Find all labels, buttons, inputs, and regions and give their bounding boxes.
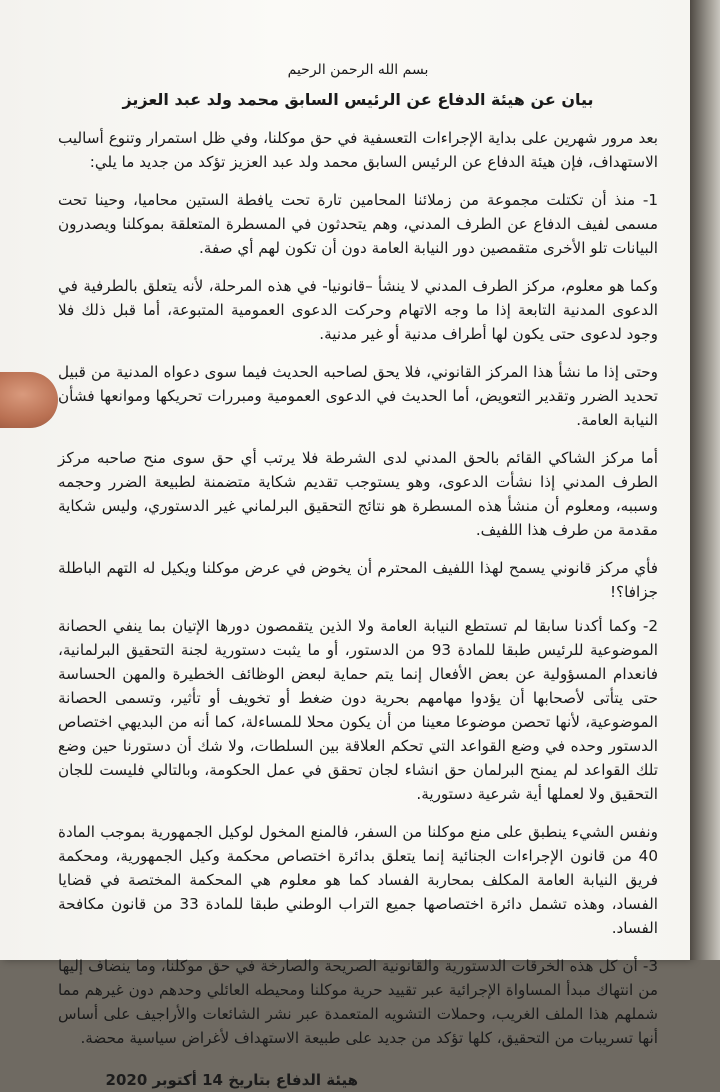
- background-edge: [690, 0, 720, 960]
- paragraph-5: فأي مركز قانوني يسمح لهذا اللفيف المحترم أن يخوض في عرض موكلنا ويكيل له التهم الباطلة جزافا؟!: [58, 559, 658, 601]
- paragraph-4: أما مركز الشاكي القائم بالحق المدني لدى الشرطة فلا يرتب أي حق سوى منح صاحبه مركز الطرف المدني إذا نشأت الدعوى، وهو يستوجب تقديم شكاية متضمنة لطبيعة الضرر وحجمه وسببه، ومعلوم أن منشأ هذه المسطرة هو نتائج التحقيق البرلماني غير الدستوري، وليس شكاية مقدمة من طرف هذا اللفيف.: [58, 449, 658, 539]
- basmala: بسم الله الرحمن الرحيم: [287, 62, 429, 78]
- document-title: بيان عن هيئة الدفاع عن الرئيس السابق محمد ولد عبد العزيز: [122, 90, 594, 109]
- paragraph-3: وحتى إذا ما نشأ هذا المركز القانوني، فلا يحق لصاحبه الحديث فيما سوى دعواه المدنية من قبيل تحديد الضرر وتقدير التعويض، أما الحديث في الدعوى العمومية ومبررات تحريكها وموانعها فشأن النيابة العامة.: [58, 363, 658, 429]
- paragraph-1: 1- منذ أن تكتلت مجموعة من زملائنا المحامين تارة تحت يافطة الستين محاميا، وحينا تحت مسمى لفيف الدفاع عن الطرف المدني، وهم يتحدثون في المسطرة المتعلقة بموكلنا ويصدرون البيانات تلو الأخرى متقمصين دور النيابة العامة دون أن تكون لهم أي صفة.: [58, 191, 658, 257]
- signature-date: هيئة الدفاع بتاريخ 14 أكتوبر 2020: [105, 1071, 358, 1089]
- document-body: [58, 58, 658, 1092]
- intro-paragraph: بعد مرور شهرين على بداية الإجراءات التعسفية في حق موكلنا، وفي ظل استمرار وتنوع أساليب الاستهداف، فإن هيئة الدفاع عن الرئيس السابق محمد ولد عبد العزيز تؤكد من جديد ما يلي:: [58, 129, 658, 171]
- paragraph-8: 3- أن كل هذه الخرقات الدستورية والقانونية الصريحة والصارخة في حق موكلنا، وما ينضاف إليها من انتهاك مبدأ المساواة الإجرائية عبر تقييد حرية موكلنا ومحيطه العائلي وحدهم دون غيرهم مما شملهم هذا الملف الغريب، وحملات التشويه المتعمدة عبر نشر الشائعات والأراجيف على أساس أنها تسريبات من التحقيق، كلها تؤكد من جديد على طبيعة الاستهداف لأغراض سياسية محضة.: [58, 957, 658, 1047]
- paragraph-6: 2- وكما أكدنا سابقا لم تستطع النيابة العامة ولا الذين يتقمصون دورها الإتيان بما ينفي الحصانة الموضوعية للرئيس طبقا للمادة 93 من الدستور، أو ما يثبت دستورية لجنة التحقيق البرلمانية، فانعدام المسؤولية عن بعض الأفعال إنما يتم حماية لبعض الوظائف الخطيرة والمهن الحساسة حتى يتأتى لأصحابها أن يؤدوا مهامهم بحرية دون ضغط أو تخويف أو تأثير، وتسمى الحصانة الموضوعية، لأنها تحصن موضوعا معينا من أن يكون محلا للمساءلة، كما أنه من البديهي اختصاص الدستور وحده في وضع القواعد التي تحكم العلاقة بين السلطات، ولا شك أن دستورنا حين وضع تلك القواعد لم يمنح البرلمان حق انشاء لجان تحقق في عمل الحكومة، وبالتالي فليست للجان التحقيق ولا لعملها أية شرعية دستورية.: [58, 617, 658, 803]
- paragraph-2: وكما هو معلوم، مركز الطرف المدني لا ينشأ –قانونيا- في هذه المرحلة، لأنه يتعلق بالطرفية في الدعوى المدنية التابعة إذا ما وجه الاتهام وحركت الدعوى العمومية المتبوعة، أما قبل ذلك فلا وجود لدعوى حتى يكون لها أطراف مدنية أو غير مدنية.: [58, 277, 658, 343]
- thumb: [0, 372, 58, 428]
- paragraph-7: ونفس الشيء ينطبق على منع موكلنا من السفر، فالمنع المخول لوكيل الجمهورية بموجب المادة 40 من قانون الإجراءات الجنائية إنما يتعلق بدائرة اختصاص محكمة وكيل الجمهورية، ومحكمة فريق النيابة العامة المكلف بمحاربة الفساد كما هو معلوم هي المحكمة المختصة في قضايا الفساد، وهذه تشمل دائرة اختصاصها جميع التراب الوطني طبقا للمادة 33 من قانون مكافحة الفساد.: [58, 823, 658, 937]
